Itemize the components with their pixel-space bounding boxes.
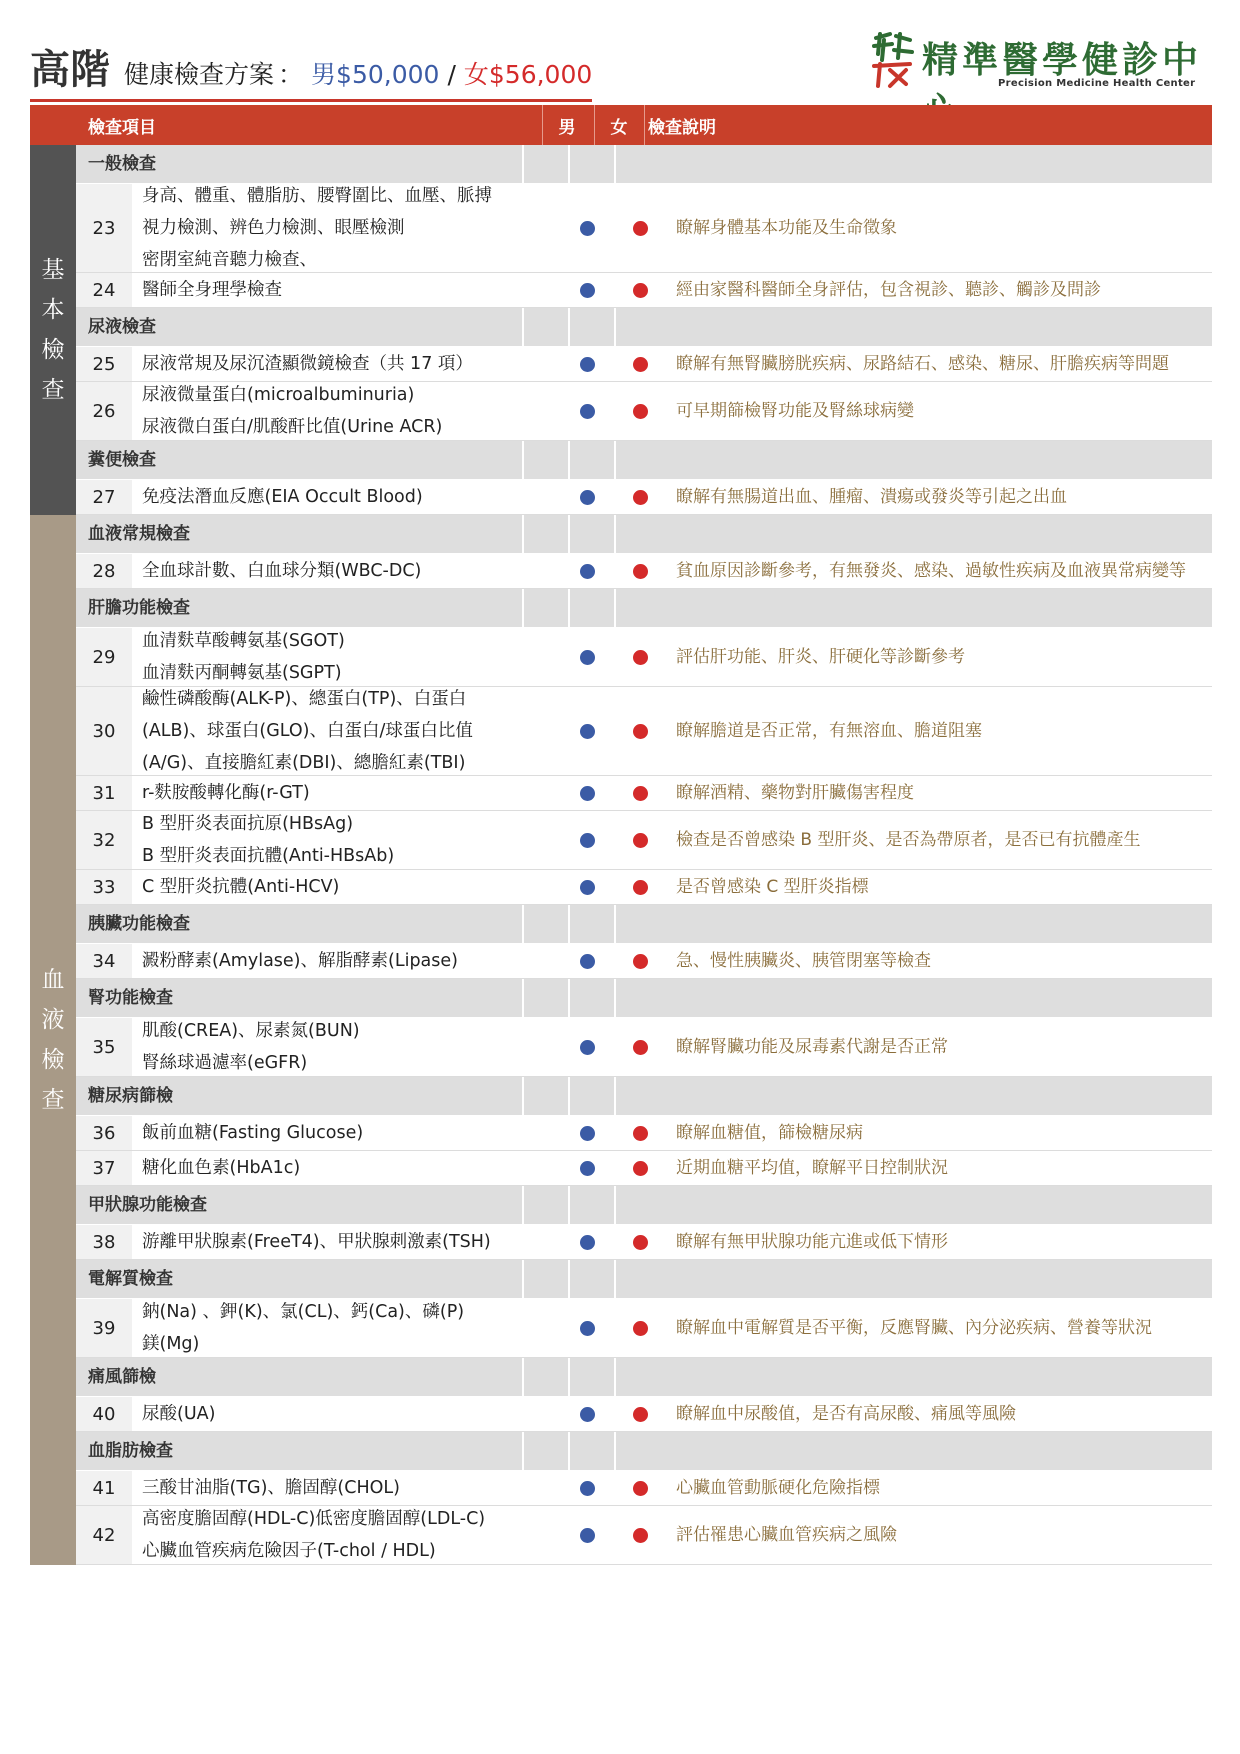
female-dot-icon (633, 833, 648, 848)
side-char: 液 (41, 1007, 65, 1033)
header-female: 女 (610, 117, 628, 138)
category-row (76, 979, 1212, 1018)
section-side-label (30, 515, 76, 1565)
page-header (30, 30, 1220, 94)
center-logo (870, 30, 1220, 94)
side-char: 血 (41, 967, 65, 993)
category-divider (614, 441, 616, 479)
item-description: 瞭解有無腸道出血、腫瘤、潰瘍或發炎等引起之出血 (676, 487, 1067, 507)
item-line: 心臟血管疾病危險因子(T-chol / HDL) (142, 1541, 436, 1561)
table-row (76, 1151, 1212, 1186)
price-slash: / (447, 60, 456, 89)
category-divider (614, 589, 616, 627)
female-dot-icon (633, 880, 648, 895)
item-number: 36 (76, 1116, 132, 1150)
item-number: 26 (76, 382, 132, 440)
item-line: (A/G)、直接膽紅素(DBI)、總膽紅素(TBI) (142, 753, 466, 773)
side-char: 基 (41, 257, 65, 283)
item-name (142, 1506, 485, 1564)
item-line: 糖化血色素(HbA1c) (142, 1158, 301, 1178)
item-number: 27 (76, 480, 132, 514)
female-price: $56,000 (488, 60, 593, 89)
female-dot-icon (633, 490, 648, 505)
category-row (76, 515, 1212, 554)
table-row (76, 480, 1212, 515)
female-dot-icon (633, 221, 648, 236)
item-name (142, 1116, 363, 1150)
female-dot-icon (633, 1040, 648, 1055)
male-price: $50,000 (336, 60, 440, 89)
item-line: 身高、體重、體脂肪、腰臀圍比、血壓、脈搏 (142, 186, 492, 206)
item-description: 瞭解血中尿酸值，是否有高尿酸、痛風等風險 (676, 1404, 1016, 1424)
item-number: 34 (76, 944, 132, 978)
male-dot-icon (580, 1126, 595, 1141)
exam-table (30, 105, 1212, 1565)
male-dot-icon (580, 833, 595, 848)
category-divider (614, 905, 616, 943)
category-divider (522, 1186, 524, 1224)
item-line: 免疫法潛血反應(EIA Occult Blood) (142, 487, 423, 507)
category-divider (522, 145, 524, 183)
category-divider (568, 1077, 570, 1115)
category-divider (568, 1432, 570, 1470)
logo-mark-icon (870, 30, 914, 90)
item-name (142, 554, 421, 588)
item-description: 可早期篩檢腎功能及腎絲球病變 (676, 401, 914, 421)
item-name (142, 184, 492, 272)
male-dot-icon (580, 357, 595, 372)
female-dot-icon (633, 1321, 648, 1336)
item-line: 血清麩丙酮轉氨基(SGPT) (142, 663, 342, 683)
table-row (76, 628, 1212, 687)
item-line: 尿酸(UA) (142, 1404, 216, 1424)
female-dot-icon (633, 954, 648, 969)
category-divider (522, 1358, 524, 1396)
table-row (76, 1506, 1212, 1565)
female-dot-icon (633, 1407, 648, 1422)
category-divider (522, 589, 524, 627)
category-label: 胰臟功能檢查 (88, 914, 190, 934)
item-line: 視力檢測、辨色力檢測、眼壓檢測 (142, 218, 405, 238)
item-name (142, 382, 442, 440)
side-char: 查 (41, 377, 65, 403)
item-line: 尿液常規及尿沉渣顯微鏡檢查（共 17 項） (142, 354, 473, 374)
item-description: 瞭解有無腎臟膀胱疾病、尿路結石、感染、糖尿、肝膽疾病等問題 (676, 354, 1169, 374)
header-desc: 檢查說明 (648, 117, 716, 138)
category-label: 電解質檢查 (88, 1269, 173, 1289)
item-name (142, 1018, 360, 1076)
item-line: r-麩胺酸轉化酶(r-GT) (142, 783, 310, 803)
category-row (76, 308, 1212, 347)
item-line: C 型肝炎抗體(Anti-HCV) (142, 877, 340, 897)
item-line: 鹼性磷酸酶(ALK-P)、總蛋白(TP)、白蛋白 (142, 689, 467, 709)
item-line: 飯前血糖(Fasting Glucose) (142, 1123, 364, 1143)
category-row (76, 905, 1212, 944)
female-dot-icon (633, 1161, 648, 1176)
table-row (76, 347, 1212, 382)
item-name (142, 1397, 215, 1431)
female-dot-icon (633, 724, 648, 739)
item-description: 瞭解有無甲狀腺功能亢進或低下情形 (676, 1232, 948, 1252)
table-row (76, 1299, 1212, 1358)
male-dot-icon (580, 724, 595, 739)
section-side-label (30, 145, 76, 515)
item-description: 評估罹患心臟血管疾病之風險 (676, 1525, 897, 1545)
item-number: 35 (76, 1018, 132, 1076)
male-dot-icon (580, 1235, 595, 1250)
category-label: 糞便檢查 (88, 450, 156, 470)
page-title: 高階 (30, 47, 110, 93)
table-row (76, 870, 1212, 905)
category-row (76, 441, 1212, 480)
table-body (30, 145, 1212, 1565)
logo-name: 精準醫學健診中 (922, 39, 1203, 81)
header-divider (594, 105, 595, 145)
male-dot-icon (580, 954, 595, 969)
category-row (76, 1358, 1212, 1397)
item-description: 瞭解腎臟功能及尿毒素代謝是否正常 (676, 1037, 948, 1057)
category-divider (568, 1358, 570, 1396)
table-row (76, 382, 1212, 441)
category-label: 甲狀腺功能檢查 (88, 1195, 207, 1215)
item-number: 42 (76, 1506, 132, 1564)
item-number: 23 (76, 184, 132, 272)
logo-english: Precision Medicine Health Center (998, 78, 1196, 89)
item-line: 澱粉酵素(Amylase)、解脂酵素(Lipase) (142, 951, 458, 971)
item-line: B 型肝炎表面抗原(HBsAg) (142, 814, 354, 834)
male-dot-icon (580, 1481, 595, 1496)
section-rows (76, 145, 1212, 515)
item-name (142, 811, 394, 869)
male-dot-icon (580, 404, 595, 419)
female-dot-icon (633, 404, 648, 419)
category-divider (522, 905, 524, 943)
item-description: 瞭解身體基本功能及生命徵象 (676, 218, 897, 238)
item-line: 全血球計數、白血球分類(WBC-DC) (142, 561, 422, 581)
item-number: 24 (76, 273, 132, 307)
item-description: 近期血糖平均值，瞭解平日控制狀況 (676, 1158, 948, 1178)
table-header (30, 105, 1212, 145)
item-description: 瞭解酒精、藥物對肝臟傷害程度 (676, 783, 914, 803)
category-divider (614, 1432, 616, 1470)
category-divider (522, 308, 524, 346)
category-divider (568, 1186, 570, 1224)
title-block (30, 38, 592, 102)
table-row (76, 554, 1212, 589)
male-dot-icon (580, 1528, 595, 1543)
item-description: 心臟血管動脈硬化危險指標 (676, 1478, 880, 1498)
item-name (142, 480, 423, 514)
table-row (76, 687, 1212, 776)
male-dot-icon (580, 880, 595, 895)
table-row (76, 1116, 1212, 1151)
category-divider (568, 979, 570, 1017)
male-dot-icon (580, 1040, 595, 1055)
item-description: 瞭解血糖值，篩檢糖尿病 (676, 1123, 863, 1143)
item-name (142, 776, 310, 810)
item-number: 39 (76, 1299, 132, 1357)
category-divider (614, 1186, 616, 1224)
side-char: 查 (41, 1087, 65, 1113)
item-line: (ALB)、球蛋白(GLO)、白蛋白/球蛋白比值 (142, 721, 473, 741)
item-line: 尿液微量蛋白(microalbuminuria) (142, 385, 415, 405)
female-dot-icon (633, 564, 648, 579)
item-name (142, 944, 458, 978)
category-divider (522, 515, 524, 553)
item-line: 三酸甘油脂(TG)、膽固醇(CHOL) (142, 1478, 400, 1498)
male-dot-icon (580, 283, 595, 298)
category-row (76, 1186, 1212, 1225)
item-name (142, 1151, 300, 1185)
category-divider (522, 441, 524, 479)
category-label: 肝膽功能檢查 (88, 598, 190, 618)
category-label: 血脂肪檢查 (88, 1441, 173, 1461)
item-line: 腎絲球過濾率(eGFR) (142, 1053, 308, 1073)
male-dot-icon (580, 1407, 595, 1422)
category-divider (568, 589, 570, 627)
item-line: 血清麩草酸轉氨基(SGOT) (142, 631, 345, 651)
item-line: 鈉(Na) 、鉀(K)、氯(CL)、鈣(Ca)、磷(P) (142, 1302, 465, 1322)
section-rows (76, 515, 1212, 1565)
header-item: 檢查項目 (88, 117, 156, 138)
category-divider (614, 1358, 616, 1396)
item-number: 25 (76, 347, 132, 381)
category-divider (568, 515, 570, 553)
male-dot-icon (580, 221, 595, 236)
header-male: 男 (558, 117, 576, 138)
female-dot-icon (633, 786, 648, 801)
category-row (76, 1260, 1212, 1299)
header-divider (644, 105, 645, 145)
item-number: 28 (76, 554, 132, 588)
category-divider (522, 1432, 524, 1470)
category-divider (614, 515, 616, 553)
item-line: 肌酸(CREA)、尿素氮(BUN) (142, 1021, 360, 1041)
table-row (76, 811, 1212, 870)
item-line: 醫師全身理學檢查 (142, 280, 282, 300)
female-dot-icon (633, 1481, 648, 1496)
category-label: 一般檢查 (88, 154, 156, 174)
category-row (76, 145, 1212, 184)
male-label: 男 (311, 60, 337, 89)
category-divider (614, 1077, 616, 1115)
item-line: 尿液微白蛋白/肌酸酐比值(Urine ACR) (142, 417, 443, 437)
item-number: 41 (76, 1471, 132, 1505)
female-label: 女 (463, 60, 489, 89)
plan-name: 健康檢查方案 (124, 60, 275, 89)
item-name (142, 687, 473, 775)
side-char: 本 (41, 297, 65, 323)
female-dot-icon (633, 1235, 648, 1250)
category-row (76, 1432, 1212, 1471)
item-description: 急、慢性胰臟炎、胰管閉塞等檢查 (676, 951, 931, 971)
category-divider (568, 145, 570, 183)
item-line: 密閉室純音聽力檢查、 (142, 250, 317, 270)
category-divider (614, 979, 616, 1017)
item-description: 經由家醫科醫師全身評估，包含視診、聽診、觸診及問診 (676, 280, 1101, 300)
category-label: 血液常規檢查 (88, 524, 190, 544)
table-row (76, 1225, 1212, 1260)
female-dot-icon (633, 1126, 648, 1141)
title-separator: ： (278, 60, 304, 89)
female-dot-icon (633, 357, 648, 372)
female-dot-icon (633, 650, 648, 665)
item-number: 38 (76, 1225, 132, 1259)
male-dot-icon (580, 786, 595, 801)
table-row (76, 776, 1212, 811)
female-dot-icon (633, 1528, 648, 1543)
item-line: B 型肝炎表面抗體(Anti-HBsAb) (142, 846, 395, 866)
category-divider (614, 145, 616, 183)
item-name (142, 628, 345, 686)
section-block (30, 145, 1212, 515)
category-label: 糖尿病篩檢 (88, 1086, 173, 1106)
male-dot-icon (580, 564, 595, 579)
male-dot-icon (580, 1321, 595, 1336)
item-number: 29 (76, 628, 132, 686)
header-divider (542, 105, 543, 145)
item-line: 鎂(Mg) (142, 1334, 200, 1354)
category-label: 尿液檢查 (88, 317, 156, 337)
male-dot-icon (580, 490, 595, 505)
table-row (76, 184, 1212, 273)
item-name (142, 1299, 464, 1357)
side-char: 檢 (41, 1047, 65, 1073)
category-divider (614, 308, 616, 346)
category-divider (522, 979, 524, 1017)
male-dot-icon (580, 650, 595, 665)
female-dot-icon (633, 283, 648, 298)
category-divider (522, 1077, 524, 1115)
table-row (76, 944, 1212, 979)
section-block (30, 515, 1212, 1565)
item-number: 37 (76, 1151, 132, 1185)
category-label: 腎功能檢查 (88, 988, 173, 1008)
table-row (76, 1397, 1212, 1432)
category-divider (568, 1260, 570, 1298)
category-row (76, 589, 1212, 628)
item-name (142, 1471, 400, 1505)
item-number: 32 (76, 811, 132, 869)
category-label: 痛風篩檢 (88, 1367, 156, 1387)
item-number: 40 (76, 1397, 132, 1431)
category-divider (522, 1260, 524, 1298)
item-description: 是否曾感染 C 型肝炎指標 (676, 877, 869, 897)
item-description: 瞭解膽道是否正常，有無溶血、膽道阻塞 (676, 721, 982, 741)
table-row (76, 1018, 1212, 1077)
item-name (142, 347, 473, 381)
male-dot-icon (580, 1161, 595, 1176)
item-name (142, 273, 282, 307)
item-number: 31 (76, 776, 132, 810)
item-name (142, 1225, 491, 1259)
item-number: 33 (76, 870, 132, 904)
item-line: 游離甲狀腺素(FreeT4)、甲狀腺刺激素(TSH) (142, 1232, 491, 1252)
item-description: 瞭解血中電解質是否平衡，反應腎臟、內分泌疾病、營養等狀況 (676, 1318, 1152, 1338)
item-line: 高密度膽固醇(HDL-C)低密度膽固醇(LDL-C) (142, 1509, 486, 1529)
side-char: 檢 (41, 337, 65, 363)
table-row (76, 273, 1212, 308)
item-description: 貧血原因診斷參考，有無發炎、感染、過敏性疾病及血液異常病變等 (676, 561, 1186, 581)
category-divider (568, 441, 570, 479)
item-description: 檢查是否曾感染 B 型肝炎、是否為帶原者，是否已有抗體產生 (676, 830, 1141, 850)
category-divider (568, 308, 570, 346)
item-number: 30 (76, 687, 132, 775)
category-row (76, 1077, 1212, 1116)
category-divider (568, 905, 570, 943)
category-divider (614, 1260, 616, 1298)
item-name (142, 870, 339, 904)
item-description: 評估肝功能、肝炎、肝硬化等診斷參考 (676, 647, 965, 667)
table-row (76, 1471, 1212, 1506)
